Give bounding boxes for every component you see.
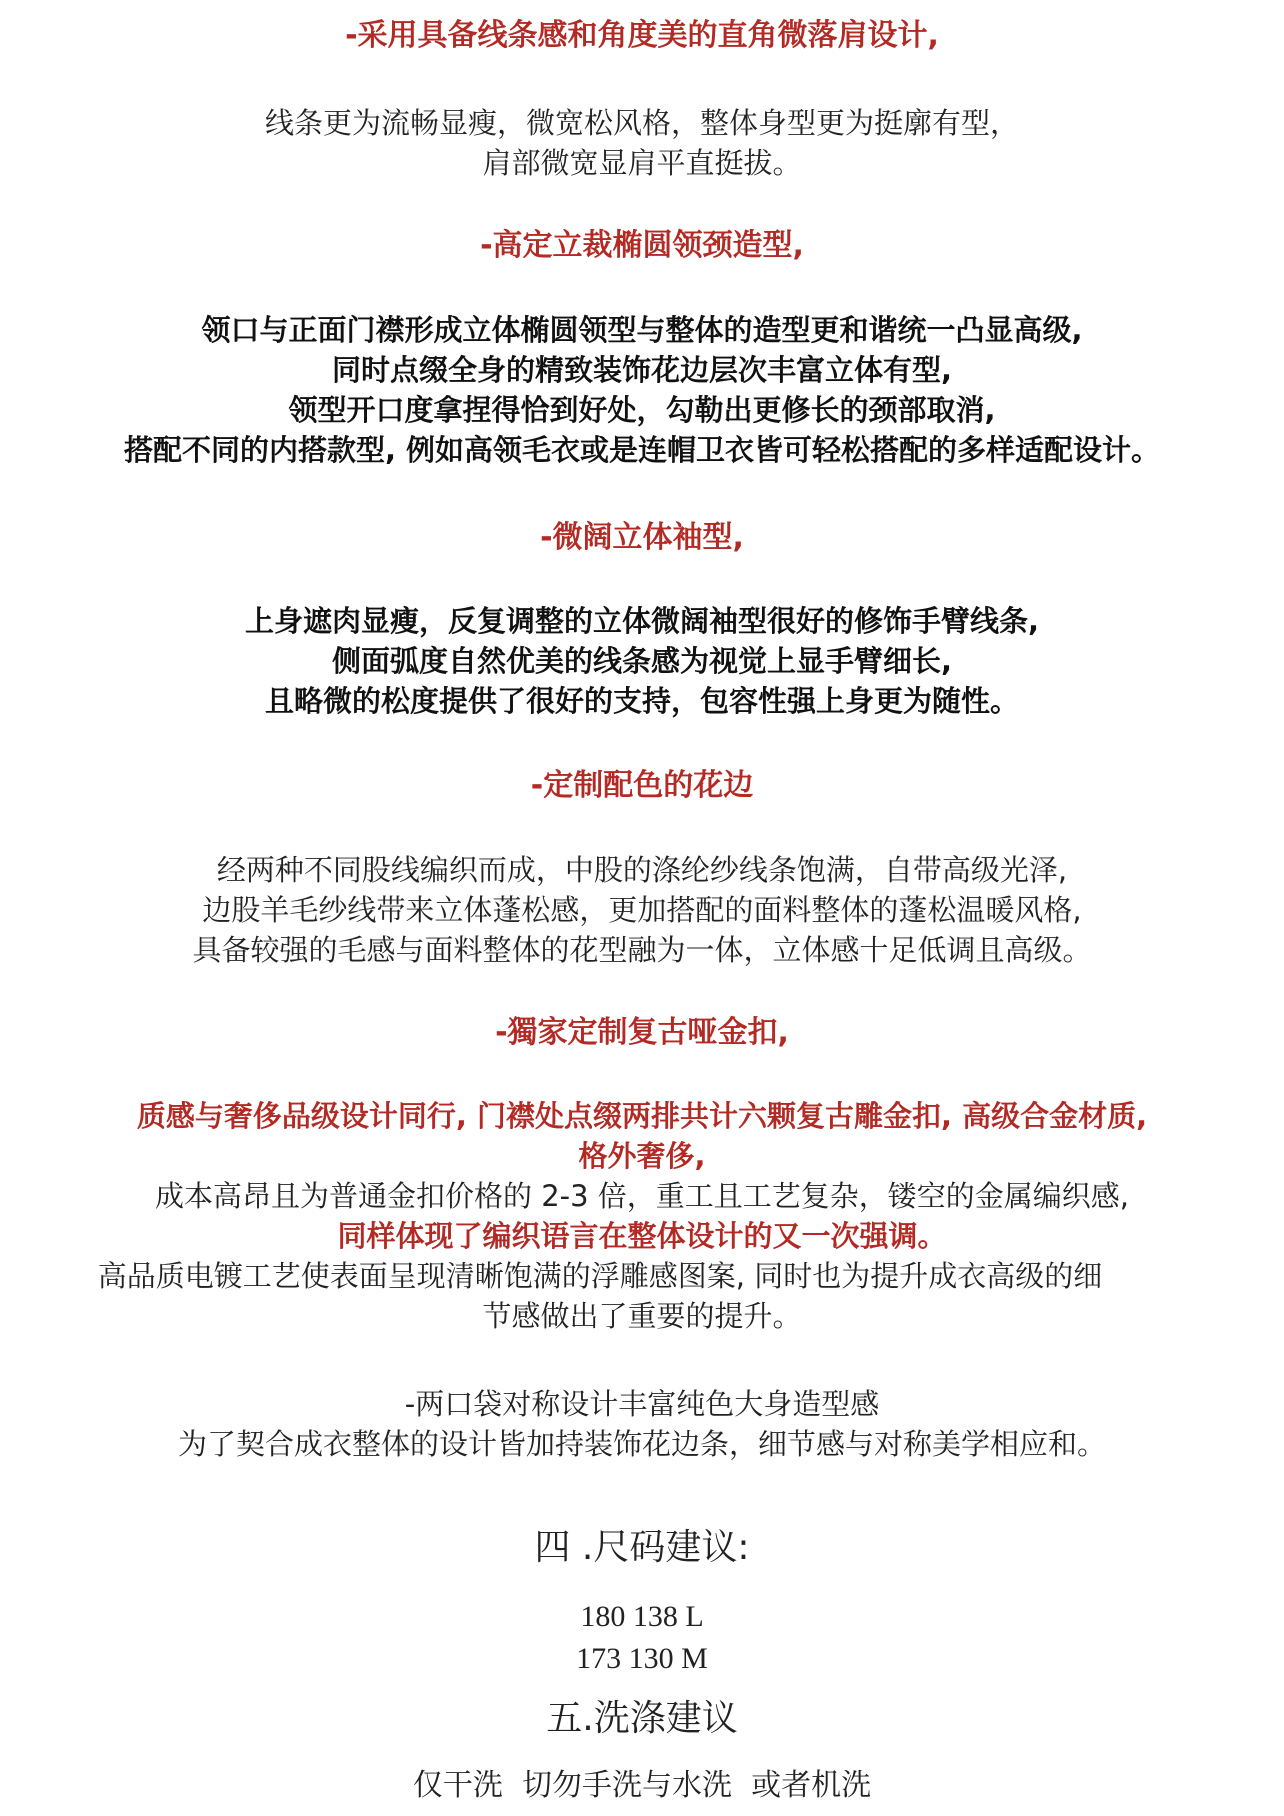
lace-line-3: 具备较强的毛感与面料整体的花型融为一体，立体感十足低调且高级。	[192, 933, 1092, 967]
buttons-line-5: 高品质电镀工艺使表面呈现清晰饱满的浮雕感图案, 同时也为提升成衣高级的细	[97, 1259, 1103, 1293]
pockets-line-2: 为了契合成衣整体的设计皆加持装饰花边条，细节感与对称美学相应和。	[177, 1427, 1106, 1461]
buttons-red-line-2: 格外奢侈,	[578, 1139, 706, 1173]
wash-section-title: 五.洗涤建议	[546, 1698, 738, 1739]
buttons-line-6: 节感做出了重要的提升。	[482, 1299, 802, 1333]
pockets-line-1: -两口袋对称设计丰富纯色大身造型感	[404, 1387, 880, 1421]
buttons-red-line-1: 质感与奢侈品级设计同行, 门襟处点缀两排共计六颗复古雕金扣, 高级合金材质,	[136, 1099, 1148, 1133]
buttons-red-line-4: 同样体现了编织语言在整体设计的又一次强调。	[337, 1219, 947, 1253]
collar-heading: -高定立裁椭圆领颈造型,	[480, 228, 804, 263]
lace-line-2: 边股羊毛纱线带来立体蓬松感，更加搭配的面料整体的蓬松温暖风格,	[202, 893, 1082, 927]
sleeve-heading: -微阔立体袖型,	[540, 520, 744, 555]
size-row-2: 173 130 M	[576, 1642, 708, 1675]
buttons-line-3: 成本高昂且为普通金扣价格的 2-3 倍，重工且工艺复杂，镂空的金属编织感,	[154, 1179, 1130, 1213]
lace-line-1: 经两种不同股线编织而成，中股的涤纶纱线条饱满，自带高级光泽,	[216, 853, 1068, 887]
shoulder-heading: -采用具备线条感和角度美的直角微落肩设计,	[345, 18, 939, 53]
sleeve-line-1: 上身遮肉显瘦，反复调整的立体微阔袖型很好的修饰手臂线条,	[244, 604, 1040, 638]
collar-line-2: 同时点缀全身的精致装饰花边层次丰富立体有型,	[331, 353, 953, 387]
size-section-title: 四 .尺码建议:	[534, 1527, 750, 1568]
shoulder-line-2: 肩部微宽显肩平直挺拔。	[482, 146, 802, 180]
shoulder-line-1: 线条更为流畅显瘦，微宽松风格，整体身型更为挺廓有型，	[264, 106, 1019, 140]
wash-instructions: 仅干洗 切勿手洗与水洗 或者机洗	[412, 1768, 872, 1803]
sleeve-line-3: 且略微的松度提供了很好的支持，包容性强上身更为随性。	[264, 684, 1019, 718]
buttons-heading: -獨家定制复古哑金扣,	[495, 1015, 789, 1050]
size-row-1: 180 138 L	[580, 1600, 704, 1633]
collar-line-3: 领型开口度拿捏得恰到好处，勾勒出更修长的颈部取消,	[288, 393, 996, 427]
sleeve-line-2: 侧面弧度自然优美的线条感为视觉上显手臂细长,	[331, 644, 953, 678]
collar-line-4: 搭配不同的内搭款型, 例如高领毛衣或是连帽卫衣皆可轻松搭配的多样适配设计。	[123, 433, 1161, 467]
lace-heading: -定制配色的花边	[530, 768, 754, 803]
collar-line-1: 领口与正面门襟形成立体椭圆领型与整体的造型更和谐统一凸显高级,	[201, 313, 1083, 347]
